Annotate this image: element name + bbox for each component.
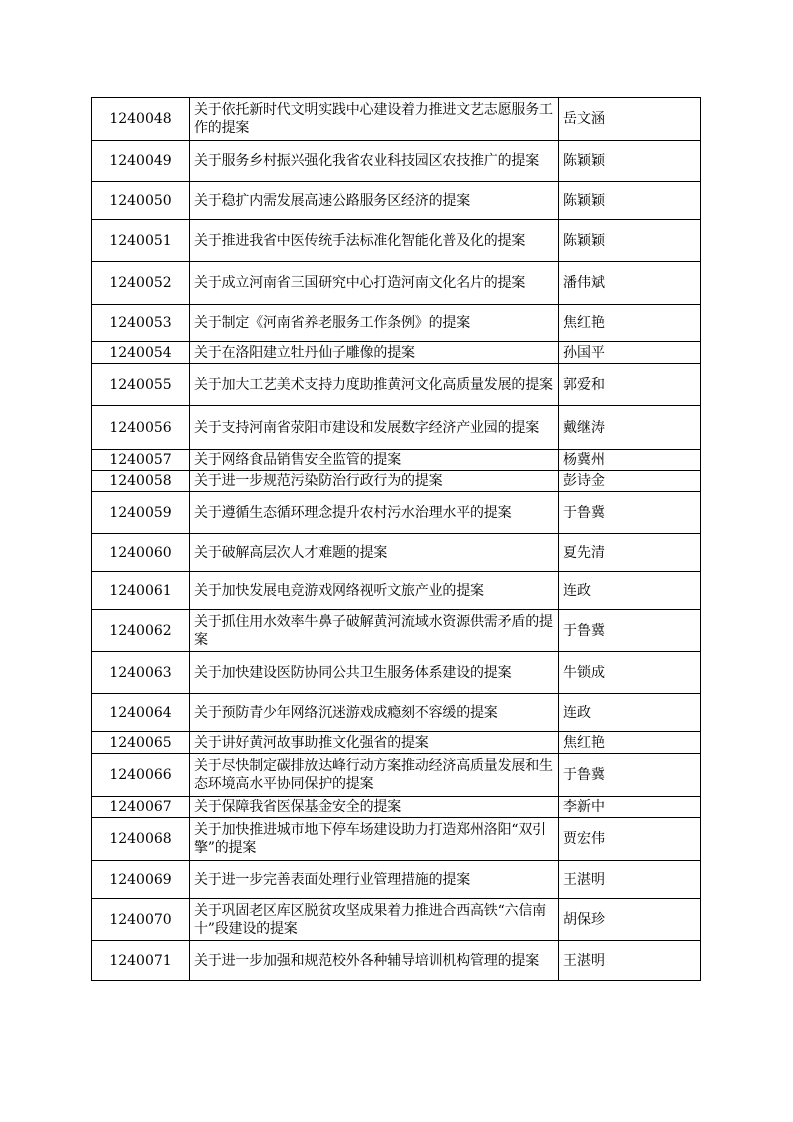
- table-row: [92, 492, 701, 534]
- table-row: [92, 262, 701, 305]
- table-row: [92, 450, 701, 471]
- proposal-number: 1240053: [92, 305, 190, 342]
- proposer-name: 于鲁冀: [559, 492, 701, 534]
- table-row: [92, 861, 701, 899]
- proposal-number: 1240066: [92, 754, 190, 797]
- proposal-number: 1240071: [92, 941, 190, 981]
- proposer-name: 牛锁成: [559, 652, 701, 694]
- table-row: [92, 534, 701, 572]
- proposal-number: 1240068: [92, 818, 190, 861]
- proposer-name: 贾宏伟: [559, 818, 701, 861]
- proposer-name: 李新中: [559, 797, 701, 818]
- table-row: [92, 732, 701, 754]
- proposal-number: 1240067: [92, 797, 190, 818]
- table-row: [92, 941, 701, 981]
- proposer-name: 王湛明: [559, 861, 701, 899]
- proposal-title: 关于依托新时代文明实践中心建设着力推进文艺志愿服务工作的提案: [190, 98, 559, 141]
- proposal-number: 1240062: [92, 610, 190, 652]
- proposal-title: 关于进一步加强和规范校外各种辅导培训机构管理的提案: [190, 941, 559, 981]
- proposer-name: 陈颖颖: [559, 182, 701, 220]
- proposal-number: 1240058: [92, 471, 190, 492]
- table-row: [92, 364, 701, 406]
- proposal-title: 关于进一步规范污染防治行政行为的提案: [190, 471, 559, 492]
- proposal-title: 关于进一步完善表面处理行业管理措施的提案: [190, 861, 559, 899]
- proposal-number: 1240055: [92, 364, 190, 406]
- proposal-title: 关于尽快制定碳排放达峰行动方案推动经济高质量发展和生态环境高水平协同保护的提案: [190, 754, 559, 797]
- proposer-name: 潘伟斌: [559, 262, 701, 305]
- proposer-name: 夏先清: [559, 534, 701, 572]
- proposer-name: 孙国平: [559, 342, 701, 364]
- proposal-number: 1240059: [92, 492, 190, 534]
- proposal-title: 关于加快推进城市地下停车场建设助力打造郑州洛阳“双引擎”的提案: [190, 818, 559, 861]
- table-row: [92, 305, 701, 342]
- proposal-title: 关于破解高层次人才难题的提案: [190, 534, 559, 572]
- proposal-title: 关于加快发展电竞游戏网络视听文旅产业的提案: [190, 572, 559, 610]
- proposer-name: 连政: [559, 572, 701, 610]
- proposal-number: 1240052: [92, 262, 190, 305]
- proposer-name: 戴继涛: [559, 406, 701, 450]
- proposal-number: 1240056: [92, 406, 190, 450]
- proposer-name: 岳文涵: [559, 98, 701, 141]
- proposal-number: 1240070: [92, 899, 190, 941]
- proposal-title: 关于在洛阳建立牡丹仙子雕像的提案: [190, 342, 559, 364]
- proposal-number: 1240050: [92, 182, 190, 220]
- proposer-name: 王湛明: [559, 941, 701, 981]
- table-row: [92, 342, 701, 364]
- proposer-name: 胡保珍: [559, 899, 701, 941]
- proposer-name: 焦红艳: [559, 732, 701, 754]
- table-row: [92, 141, 701, 182]
- proposal-title: 关于遵循生态循环理念提升农村污水治理水平的提案: [190, 492, 559, 534]
- proposal-title: 关于推进我省中医传统手法标准化智能化普及化的提案: [190, 220, 559, 262]
- proposal-number: 1240049: [92, 141, 190, 182]
- proposer-name: 郭爱和: [559, 364, 701, 406]
- proposal-title: 关于网络食品销售安全监管的提案: [190, 450, 559, 471]
- proposal-number: 1240063: [92, 652, 190, 694]
- proposal-number: 1240064: [92, 694, 190, 732]
- proposal-title: 关于讲好黄河故事助推文化强省的提案: [190, 732, 559, 754]
- proposal-title: 关于服务乡村振兴强化我省农业科技园区农技推广的提案: [190, 141, 559, 182]
- proposer-name: 彭诗金: [559, 471, 701, 492]
- proposal-title: 关于稳扩内需发展高速公路服务区经济的提案: [190, 182, 559, 220]
- proposer-name: 焦红艳: [559, 305, 701, 342]
- proposal-title: 关于加大工艺美术支持力度助推黄河文化高质量发展的提案: [190, 364, 559, 406]
- proposer-name: 陈颖颖: [559, 220, 701, 262]
- table-row: [92, 572, 701, 610]
- proposal-title: 关于保障我省医保基金安全的提案: [190, 797, 559, 818]
- proposer-name: 连政: [559, 694, 701, 732]
- proposal-title: 关于支持河南省荥阳市建设和发展数字经济产业园的提案: [190, 406, 559, 450]
- table-row: [92, 182, 701, 220]
- proposal-title: 关于预防青少年网络沉迷游戏成瘾刻不容缓的提案: [190, 694, 559, 732]
- proposer-name: 陈颖颖: [559, 141, 701, 182]
- proposal-number: 1240057: [92, 450, 190, 471]
- proposal-title: 关于抓住用水效率牛鼻子破解黄河流域水资源供需矛盾的提案: [190, 610, 559, 652]
- table-row: [92, 899, 701, 941]
- proposal-number: 1240060: [92, 534, 190, 572]
- proposer-name: 杨冀州: [559, 450, 701, 471]
- table-row: [92, 610, 701, 652]
- proposer-name: 于鲁冀: [559, 754, 701, 797]
- proposal-title: 关于制定《河南省养老服务工作条例》的提案: [190, 305, 559, 342]
- proposer-name: 于鲁冀: [559, 610, 701, 652]
- proposal-number: 1240069: [92, 861, 190, 899]
- proposal-title: 关于成立河南省三国研究中心打造河南文化名片的提案: [190, 262, 559, 305]
- proposal-title: 关于加快建设医防协同公共卫生服务体系建设的提案: [190, 652, 559, 694]
- proposal-number: 1240048: [92, 98, 190, 141]
- table-row: [92, 471, 701, 492]
- proposal-title: 关于巩固老区库区脱贫攻坚成果着力推进合西高铁“六信南十”段建设的提案: [190, 899, 559, 941]
- table-row: [92, 98, 701, 141]
- proposal-number: 1240054: [92, 342, 190, 364]
- proposal-number: 1240051: [92, 220, 190, 262]
- table-row: [92, 818, 701, 861]
- table-row: [92, 652, 701, 694]
- table-row: [92, 694, 701, 732]
- proposal-table: [91, 97, 701, 981]
- table-row: [92, 406, 701, 450]
- table-row: [92, 220, 701, 262]
- proposal-table-body: [92, 98, 701, 981]
- proposal-number: 1240061: [92, 572, 190, 610]
- table-row: [92, 797, 701, 818]
- proposal-number: 1240065: [92, 732, 190, 754]
- table-row: [92, 754, 701, 797]
